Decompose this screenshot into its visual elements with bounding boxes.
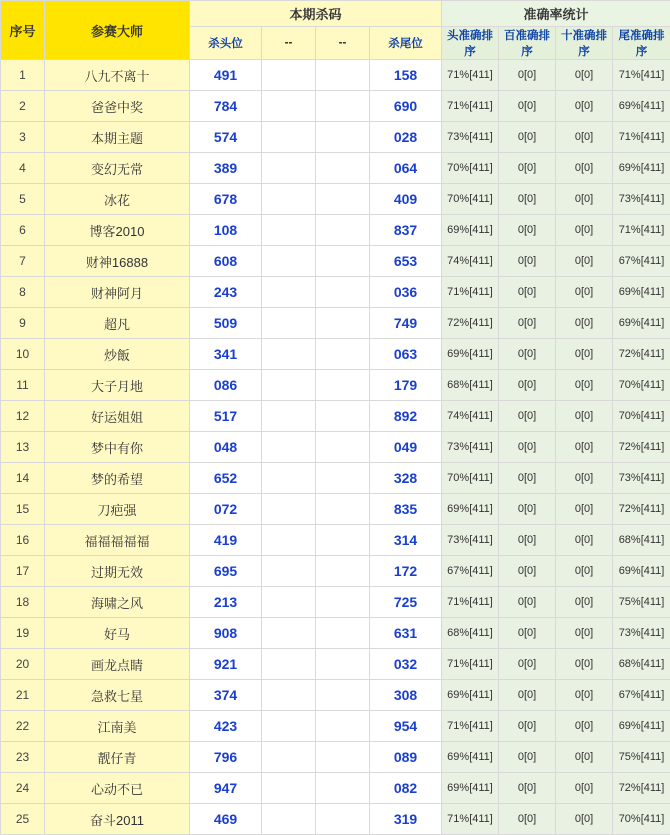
row-index: 18 [1, 587, 45, 618]
row-index: 19 [1, 618, 45, 649]
row-master-name: 过期无效 [45, 556, 190, 587]
row-index: 8 [1, 277, 45, 308]
row-blank-2 [316, 91, 370, 122]
row-tail-rank: 70%[411] [613, 804, 670, 835]
row-master-name: 本期主题 [45, 122, 190, 153]
row-blank-2 [316, 184, 370, 215]
table-row [1, 804, 670, 835]
row-master-name: 梦中有你 [45, 432, 190, 463]
row-hundred-rank: 0[0] [499, 215, 556, 246]
row-master-name: 八九不离十 [45, 60, 190, 91]
row-ten-rank: 0[0] [556, 60, 613, 91]
row-blank-1 [262, 60, 316, 91]
row-hundred-rank: 0[0] [499, 370, 556, 401]
row-head-rank: 71%[411] [442, 60, 499, 91]
row-ten-rank: 0[0] [556, 587, 613, 618]
row-ten-rank: 0[0] [556, 91, 613, 122]
row-hundred-rank: 0[0] [499, 618, 556, 649]
row-ten-rank: 0[0] [556, 215, 613, 246]
row-blank-2 [316, 370, 370, 401]
row-tail-rank: 68%[411] [613, 649, 670, 680]
row-hundred-rank: 0[0] [499, 804, 556, 835]
table-row [1, 463, 670, 494]
row-index: 1 [1, 60, 45, 91]
row-tail-rank: 71%[411] [613, 122, 670, 153]
row-head-rank: 68%[411] [442, 370, 499, 401]
row-head-rank: 67%[411] [442, 556, 499, 587]
row-kill-tail: 082 [370, 773, 442, 804]
header-ten-rank: 十准确排序 [556, 27, 613, 60]
row-index: 3 [1, 122, 45, 153]
row-ten-rank: 0[0] [556, 122, 613, 153]
row-kill-tail: 172 [370, 556, 442, 587]
row-tail-rank: 71%[411] [613, 60, 670, 91]
table-row [1, 773, 670, 804]
row-tail-rank: 69%[411] [613, 91, 670, 122]
row-head-rank: 71%[411] [442, 804, 499, 835]
row-master-name: 好运姐姐 [45, 401, 190, 432]
table-body [1, 60, 670, 835]
row-index: 13 [1, 432, 45, 463]
row-kill-tail: 690 [370, 91, 442, 122]
row-blank-1 [262, 711, 316, 742]
row-blank-1 [262, 649, 316, 680]
row-tail-rank: 67%[411] [613, 246, 670, 277]
row-index: 20 [1, 649, 45, 680]
row-master-name: 刀疤强 [45, 494, 190, 525]
table-row [1, 618, 670, 649]
row-hundred-rank: 0[0] [499, 494, 556, 525]
row-head-rank: 69%[411] [442, 339, 499, 370]
row-index: 22 [1, 711, 45, 742]
table-row [1, 742, 670, 773]
row-blank-1 [262, 773, 316, 804]
row-index: 24 [1, 773, 45, 804]
row-blank-1 [262, 215, 316, 246]
row-blank-1 [262, 525, 316, 556]
row-blank-2 [316, 153, 370, 184]
row-tail-rank: 72%[411] [613, 773, 670, 804]
row-blank-2 [316, 587, 370, 618]
table-row [1, 60, 670, 91]
row-kill-head: 108 [190, 215, 262, 246]
row-kill-head: 517 [190, 401, 262, 432]
row-blank-1 [262, 432, 316, 463]
row-kill-head: 509 [190, 308, 262, 339]
row-master-name: 奋斗2011 [45, 804, 190, 835]
row-index: 6 [1, 215, 45, 246]
row-tail-rank: 75%[411] [613, 587, 670, 618]
row-hundred-rank: 0[0] [499, 277, 556, 308]
row-hundred-rank: 0[0] [499, 432, 556, 463]
row-blank-2 [316, 494, 370, 525]
row-hundred-rank: 0[0] [499, 463, 556, 494]
row-hundred-rank: 0[0] [499, 91, 556, 122]
row-head-rank: 73%[411] [442, 432, 499, 463]
row-ten-rank: 0[0] [556, 556, 613, 587]
row-master-name: 靓仔青 [45, 742, 190, 773]
row-master-name: 心动不已 [45, 773, 190, 804]
row-tail-rank: 72%[411] [613, 494, 670, 525]
row-kill-head: 243 [190, 277, 262, 308]
row-ten-rank: 0[0] [556, 277, 613, 308]
row-kill-head: 389 [190, 153, 262, 184]
row-blank-2 [316, 618, 370, 649]
header-head-rank: 头准确排序 [442, 27, 499, 60]
row-blank-2 [316, 122, 370, 153]
row-kill-head: 341 [190, 339, 262, 370]
header-kill-tail: 杀尾位 [370, 27, 442, 60]
row-kill-head: 213 [190, 587, 262, 618]
row-head-rank: 71%[411] [442, 587, 499, 618]
row-ten-rank: 0[0] [556, 370, 613, 401]
row-blank-1 [262, 587, 316, 618]
row-blank-1 [262, 370, 316, 401]
row-ten-rank: 0[0] [556, 246, 613, 277]
table-row [1, 246, 670, 277]
row-hundred-rank: 0[0] [499, 122, 556, 153]
row-index: 17 [1, 556, 45, 587]
row-ten-rank: 0[0] [556, 680, 613, 711]
row-head-rank: 74%[411] [442, 401, 499, 432]
header-tail-rank: 尾准确排序 [613, 27, 670, 60]
row-head-rank: 71%[411] [442, 649, 499, 680]
row-hundred-rank: 0[0] [499, 711, 556, 742]
table-row [1, 525, 670, 556]
row-blank-1 [262, 618, 316, 649]
row-tail-rank: 73%[411] [613, 463, 670, 494]
row-blank-1 [262, 277, 316, 308]
row-kill-head: 678 [190, 184, 262, 215]
row-tail-rank: 73%[411] [613, 184, 670, 215]
row-index: 11 [1, 370, 45, 401]
row-ten-rank: 0[0] [556, 339, 613, 370]
row-blank-1 [262, 742, 316, 773]
row-kill-head: 695 [190, 556, 262, 587]
table-row [1, 649, 670, 680]
row-index: 21 [1, 680, 45, 711]
row-head-rank: 69%[411] [442, 773, 499, 804]
row-blank-1 [262, 804, 316, 835]
row-head-rank: 71%[411] [442, 91, 499, 122]
row-blank-1 [262, 556, 316, 587]
header-dash-1: -- [262, 27, 316, 60]
row-blank-1 [262, 91, 316, 122]
row-head-rank: 69%[411] [442, 215, 499, 246]
row-kill-tail: 063 [370, 339, 442, 370]
row-master-name: 炒飯 [45, 339, 190, 370]
table-row [1, 556, 670, 587]
row-hundred-rank: 0[0] [499, 649, 556, 680]
row-index: 12 [1, 401, 45, 432]
row-kill-head: 908 [190, 618, 262, 649]
row-blank-2 [316, 401, 370, 432]
row-master-name: 江南美 [45, 711, 190, 742]
row-ten-rank: 0[0] [556, 401, 613, 432]
row-master-name: 财神阿月 [45, 277, 190, 308]
table-row [1, 122, 670, 153]
row-blank-1 [262, 680, 316, 711]
row-master-name: 超凡 [45, 308, 190, 339]
row-kill-tail: 308 [370, 680, 442, 711]
header-group-accuracy: 准确率统计 [442, 1, 670, 27]
row-index: 7 [1, 246, 45, 277]
header-hundred-rank: 百准确排序 [499, 27, 556, 60]
row-kill-head: 419 [190, 525, 262, 556]
row-master-name: 好马 [45, 618, 190, 649]
row-master-name: 大子月地 [45, 370, 190, 401]
row-blank-1 [262, 122, 316, 153]
row-kill-tail: 631 [370, 618, 442, 649]
header-master: 参赛大师 [45, 1, 190, 60]
row-blank-2 [316, 463, 370, 494]
table-row [1, 91, 670, 122]
row-index: 25 [1, 804, 45, 835]
row-master-name: 爸爸中奖 [45, 91, 190, 122]
row-kill-tail: 049 [370, 432, 442, 463]
row-kill-head: 921 [190, 649, 262, 680]
row-blank-2 [316, 308, 370, 339]
row-blank-2 [316, 432, 370, 463]
row-tail-rank: 67%[411] [613, 680, 670, 711]
table-row [1, 277, 670, 308]
row-tail-rank: 72%[411] [613, 339, 670, 370]
header-row-top [1, 1, 670, 27]
row-kill-head: 374 [190, 680, 262, 711]
row-tail-rank: 73%[411] [613, 618, 670, 649]
row-blank-2 [316, 556, 370, 587]
row-kill-tail: 954 [370, 711, 442, 742]
row-kill-tail: 089 [370, 742, 442, 773]
row-ten-rank: 0[0] [556, 184, 613, 215]
row-head-rank: 68%[411] [442, 618, 499, 649]
row-blank-1 [262, 246, 316, 277]
row-kill-tail: 328 [370, 463, 442, 494]
row-index: 2 [1, 91, 45, 122]
row-ten-rank: 0[0] [556, 525, 613, 556]
row-head-rank: 71%[411] [442, 711, 499, 742]
row-head-rank: 69%[411] [442, 742, 499, 773]
row-hundred-rank: 0[0] [499, 153, 556, 184]
header-dash-2: -- [316, 27, 370, 60]
row-tail-rank: 70%[411] [613, 401, 670, 432]
row-ten-rank: 0[0] [556, 463, 613, 494]
row-ten-rank: 0[0] [556, 618, 613, 649]
row-kill-head: 796 [190, 742, 262, 773]
row-master-name: 博客2010 [45, 215, 190, 246]
row-hundred-rank: 0[0] [499, 680, 556, 711]
header-kill-head: 杀头位 [190, 27, 262, 60]
row-kill-head: 072 [190, 494, 262, 525]
row-tail-rank: 69%[411] [613, 153, 670, 184]
row-ten-rank: 0[0] [556, 649, 613, 680]
row-blank-2 [316, 60, 370, 91]
table-row [1, 308, 670, 339]
row-hundred-rank: 0[0] [499, 401, 556, 432]
row-kill-tail: 835 [370, 494, 442, 525]
row-kill-tail: 725 [370, 587, 442, 618]
row-ten-rank: 0[0] [556, 153, 613, 184]
row-blank-1 [262, 153, 316, 184]
row-kill-tail: 837 [370, 215, 442, 246]
header-index: 序号 [1, 1, 45, 60]
row-head-rank: 70%[411] [442, 463, 499, 494]
row-kill-tail: 653 [370, 246, 442, 277]
row-ten-rank: 0[0] [556, 432, 613, 463]
row-tail-rank: 68%[411] [613, 525, 670, 556]
row-master-name: 财神16888 [45, 246, 190, 277]
table-row [1, 587, 670, 618]
row-tail-rank: 69%[411] [613, 556, 670, 587]
row-hundred-rank: 0[0] [499, 60, 556, 91]
table-row [1, 680, 670, 711]
table-row [1, 215, 670, 246]
row-hundred-rank: 0[0] [499, 742, 556, 773]
row-ten-rank: 0[0] [556, 773, 613, 804]
row-hundred-rank: 0[0] [499, 246, 556, 277]
row-kill-tail: 892 [370, 401, 442, 432]
row-tail-rank: 71%[411] [613, 215, 670, 246]
row-blank-1 [262, 463, 316, 494]
row-kill-head: 652 [190, 463, 262, 494]
row-kill-tail: 158 [370, 60, 442, 91]
row-index: 10 [1, 339, 45, 370]
row-ten-rank: 0[0] [556, 742, 613, 773]
table-row [1, 494, 670, 525]
row-blank-1 [262, 184, 316, 215]
row-head-rank: 73%[411] [442, 525, 499, 556]
row-master-name: 海啸之风 [45, 587, 190, 618]
row-tail-rank: 69%[411] [613, 308, 670, 339]
row-index: 15 [1, 494, 45, 525]
row-kill-tail: 749 [370, 308, 442, 339]
row-blank-2 [316, 804, 370, 835]
row-blank-2 [316, 773, 370, 804]
row-kill-head: 086 [190, 370, 262, 401]
row-index: 16 [1, 525, 45, 556]
row-blank-2 [316, 525, 370, 556]
row-master-name: 梦的希望 [45, 463, 190, 494]
row-tail-rank: 70%[411] [613, 370, 670, 401]
row-head-rank: 72%[411] [442, 308, 499, 339]
row-index: 14 [1, 463, 45, 494]
row-blank-1 [262, 308, 316, 339]
row-hundred-rank: 0[0] [499, 556, 556, 587]
table-row [1, 153, 670, 184]
row-kill-head: 469 [190, 804, 262, 835]
row-master-name: 画龙点睛 [45, 649, 190, 680]
row-index: 5 [1, 184, 45, 215]
row-hundred-rank: 0[0] [499, 525, 556, 556]
row-blank-2 [316, 339, 370, 370]
row-kill-head: 491 [190, 60, 262, 91]
row-master-name: 福福福福福 [45, 525, 190, 556]
row-kill-head: 608 [190, 246, 262, 277]
row-kill-tail: 032 [370, 649, 442, 680]
row-tail-rank: 69%[411] [613, 711, 670, 742]
row-index: 9 [1, 308, 45, 339]
row-blank-2 [316, 680, 370, 711]
row-blank-1 [262, 339, 316, 370]
row-blank-2 [316, 277, 370, 308]
table-row [1, 184, 670, 215]
row-kill-tail: 028 [370, 122, 442, 153]
row-master-name: 变幻无常 [45, 153, 190, 184]
row-kill-tail: 319 [370, 804, 442, 835]
row-kill-head: 784 [190, 91, 262, 122]
row-tail-rank: 75%[411] [613, 742, 670, 773]
row-ten-rank: 0[0] [556, 711, 613, 742]
table-row [1, 370, 670, 401]
row-head-rank: 71%[411] [442, 277, 499, 308]
table-row [1, 339, 670, 370]
header-group-current: 本期杀码 [190, 1, 442, 27]
row-kill-head: 423 [190, 711, 262, 742]
row-blank-1 [262, 494, 316, 525]
row-hundred-rank: 0[0] [499, 308, 556, 339]
row-kill-head: 048 [190, 432, 262, 463]
row-kill-head: 574 [190, 122, 262, 153]
row-hundred-rank: 0[0] [499, 184, 556, 215]
row-hundred-rank: 0[0] [499, 773, 556, 804]
row-head-rank: 69%[411] [442, 680, 499, 711]
row-master-name: 急救七星 [45, 680, 190, 711]
row-kill-tail: 064 [370, 153, 442, 184]
row-blank-2 [316, 711, 370, 742]
row-ten-rank: 0[0] [556, 804, 613, 835]
table-row [1, 401, 670, 432]
row-head-rank: 74%[411] [442, 246, 499, 277]
row-ten-rank: 0[0] [556, 494, 613, 525]
row-hundred-rank: 0[0] [499, 587, 556, 618]
row-kill-tail: 314 [370, 525, 442, 556]
row-head-rank: 70%[411] [442, 153, 499, 184]
row-tail-rank: 72%[411] [613, 432, 670, 463]
row-kill-tail: 409 [370, 184, 442, 215]
row-head-rank: 73%[411] [442, 122, 499, 153]
row-blank-2 [316, 215, 370, 246]
row-kill-tail: 179 [370, 370, 442, 401]
row-blank-2 [316, 742, 370, 773]
row-kill-head: 947 [190, 773, 262, 804]
row-index: 4 [1, 153, 45, 184]
table-row [1, 432, 670, 463]
table-row [1, 711, 670, 742]
row-kill-tail: 036 [370, 277, 442, 308]
row-tail-rank: 69%[411] [613, 277, 670, 308]
row-head-rank: 69%[411] [442, 494, 499, 525]
row-index: 23 [1, 742, 45, 773]
row-blank-1 [262, 401, 316, 432]
row-blank-2 [316, 649, 370, 680]
row-ten-rank: 0[0] [556, 308, 613, 339]
row-hundred-rank: 0[0] [499, 339, 556, 370]
row-blank-2 [316, 246, 370, 277]
row-master-name: 冰花 [45, 184, 190, 215]
row-head-rank: 70%[411] [442, 184, 499, 215]
